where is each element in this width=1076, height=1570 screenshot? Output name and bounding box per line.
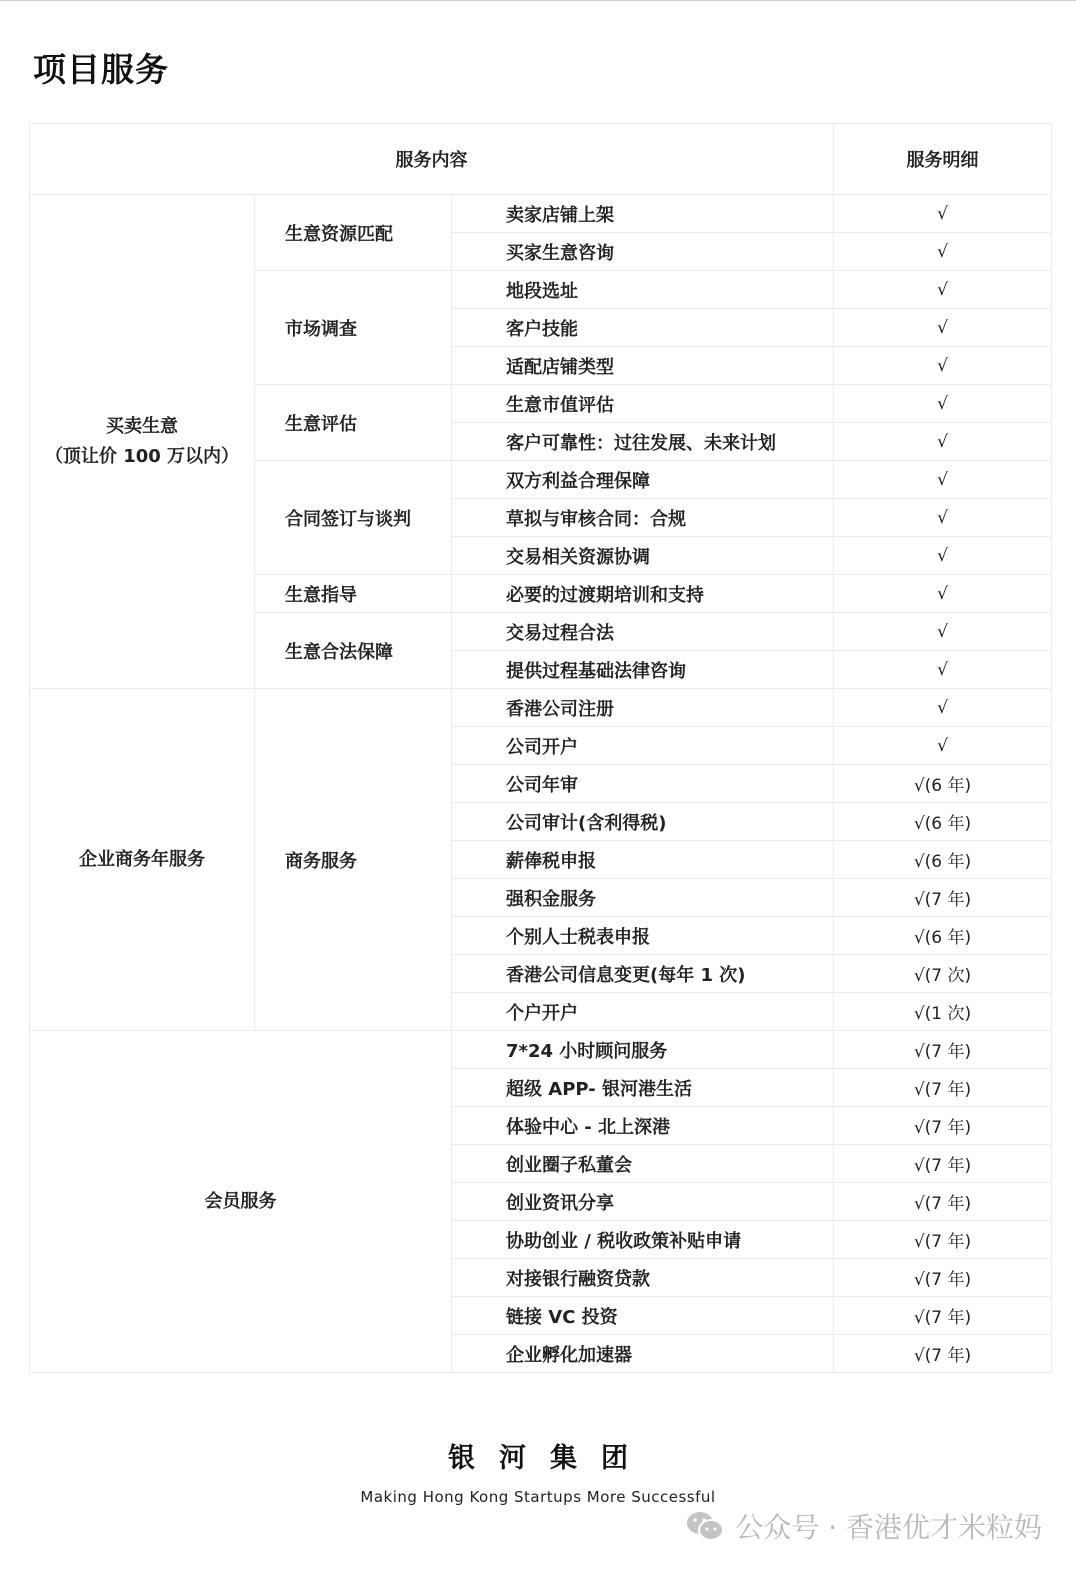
service-detail: √(6 年) xyxy=(834,917,1052,955)
service-detail: √(7 年) xyxy=(834,1069,1052,1107)
service-item: 7*24 小时顾问服务 xyxy=(452,1031,834,1069)
service-detail: √ xyxy=(834,575,1052,613)
subcategory-label: 合同签订与谈判 xyxy=(255,461,452,575)
category-label: 买卖生意 xyxy=(106,415,178,437)
subcategory-label: 生意合法保障 xyxy=(255,613,452,689)
service-detail: √ xyxy=(834,499,1052,537)
service-detail: √ xyxy=(834,271,1052,309)
service-item: 公司开户 xyxy=(452,727,834,765)
service-item: 体验中心 - 北上深港 xyxy=(452,1107,834,1145)
category-cell xyxy=(30,689,255,1031)
service-item: 草拟与审核合同：合规 xyxy=(452,499,834,537)
service-item: 协助创业 / 税收政策补贴申请 xyxy=(452,1221,834,1259)
service-item: 香港公司注册 xyxy=(452,689,834,727)
service-item: 公司年审 xyxy=(452,765,834,803)
service-item: 企业孵化加速器 xyxy=(452,1335,834,1373)
service-item: 香港公司信息变更(每年 1 次) xyxy=(452,955,834,993)
category-note: （顶让价 100 万以内） xyxy=(44,445,240,467)
subcategory-label: 市场调查 xyxy=(255,271,452,385)
header-content: 服务内容 xyxy=(30,124,834,195)
service-item: 买家生意咨询 xyxy=(452,233,834,271)
service-detail: √ xyxy=(834,537,1052,575)
service-item: 强积金服务 xyxy=(452,879,834,917)
service-detail: √(7 年) xyxy=(834,1107,1052,1145)
category-label: 企业商务年服务 xyxy=(79,848,205,870)
service-detail: √ xyxy=(834,613,1052,651)
service-detail: √(7 年) xyxy=(834,1031,1052,1069)
service-item: 适配店铺类型 xyxy=(452,347,834,385)
service-detail: √(7 年) xyxy=(834,1145,1052,1183)
brand-slogan: Making Hong Kong Startups More Successful xyxy=(360,1488,716,1506)
service-item: 生意市值评估 xyxy=(452,385,834,423)
service-detail: √(7 年) xyxy=(834,1259,1052,1297)
service-detail: √ xyxy=(834,195,1052,233)
service-detail: √(6 年) xyxy=(834,841,1052,879)
service-detail: √(6 年) xyxy=(834,803,1052,841)
service-detail: √ xyxy=(834,651,1052,689)
table-row xyxy=(30,195,1052,233)
service-detail: √(7 年) xyxy=(834,1183,1052,1221)
service-item: 提供过程基础法律咨询 xyxy=(452,651,834,689)
service-detail: √(7 年) xyxy=(834,879,1052,917)
service-item: 交易相关资源协调 xyxy=(452,537,834,575)
page-title: 项目服务 xyxy=(33,50,169,89)
category-cell xyxy=(30,195,255,689)
table-body xyxy=(30,195,1052,1373)
brand-name: 银河集团 xyxy=(448,1443,652,1474)
service-detail: √ xyxy=(834,385,1052,423)
service-detail: √ xyxy=(834,347,1052,385)
service-detail: √(6 年) xyxy=(834,765,1052,803)
service-detail: √ xyxy=(834,423,1052,461)
service-detail: √(7 次) xyxy=(834,955,1052,993)
top-divider xyxy=(0,0,1076,1)
watermark-text: 公众号 · 香港优才米粒妈 xyxy=(735,1511,1042,1544)
service-item: 地段选址 xyxy=(452,271,834,309)
subcategory-label: 生意指导 xyxy=(255,575,452,613)
subcategory-label: 生意资源匹配 xyxy=(255,195,452,271)
service-item: 卖家店铺上架 xyxy=(452,195,834,233)
service-item: 交易过程合法 xyxy=(452,613,834,651)
service-item: 创业圈子私董会 xyxy=(452,1145,834,1183)
header-detail: 服务明细 xyxy=(834,124,1052,195)
table-header-row xyxy=(30,124,1052,195)
service-item: 创业资讯分享 xyxy=(452,1183,834,1221)
watermark xyxy=(685,1506,1042,1546)
service-item: 个户开户 xyxy=(452,993,834,1031)
service-table xyxy=(29,123,1052,1373)
service-item: 公司审计(含利得税) xyxy=(452,803,834,841)
service-detail: √ xyxy=(834,309,1052,347)
service-item: 薪俸税申报 xyxy=(452,841,834,879)
service-item: 双方利益合理保障 xyxy=(452,461,834,499)
table-row xyxy=(30,689,1052,727)
category-label: 会员服务 xyxy=(204,1190,277,1212)
service-item: 个别人士税表申报 xyxy=(452,917,834,955)
service-item: 客户可靠性：过往发展、未来计划 xyxy=(452,423,834,461)
service-detail: √(1 次) xyxy=(834,993,1052,1031)
service-detail: √ xyxy=(834,233,1052,271)
service-detail: √ xyxy=(834,689,1052,727)
service-item: 对接银行融资贷款 xyxy=(452,1259,834,1297)
service-detail: √(7 年) xyxy=(834,1297,1052,1335)
wechat-icon xyxy=(685,1510,725,1542)
service-detail: √(7 年) xyxy=(834,1335,1052,1373)
subcategory-label: 商务服务 xyxy=(255,689,452,1031)
subcategory-label: 生意评估 xyxy=(255,385,452,461)
service-detail: √ xyxy=(834,461,1052,499)
category-cell xyxy=(30,1031,452,1373)
service-item: 超级 APP- 银河港生活 xyxy=(452,1069,834,1107)
table-row xyxy=(30,1031,1052,1069)
service-item: 客户技能 xyxy=(452,309,834,347)
service-item: 链接 VC 投资 xyxy=(452,1297,834,1335)
service-detail: √ xyxy=(834,727,1052,765)
service-detail: √(7 年) xyxy=(834,1221,1052,1259)
service-item: 必要的过渡期培训和支持 xyxy=(452,575,834,613)
